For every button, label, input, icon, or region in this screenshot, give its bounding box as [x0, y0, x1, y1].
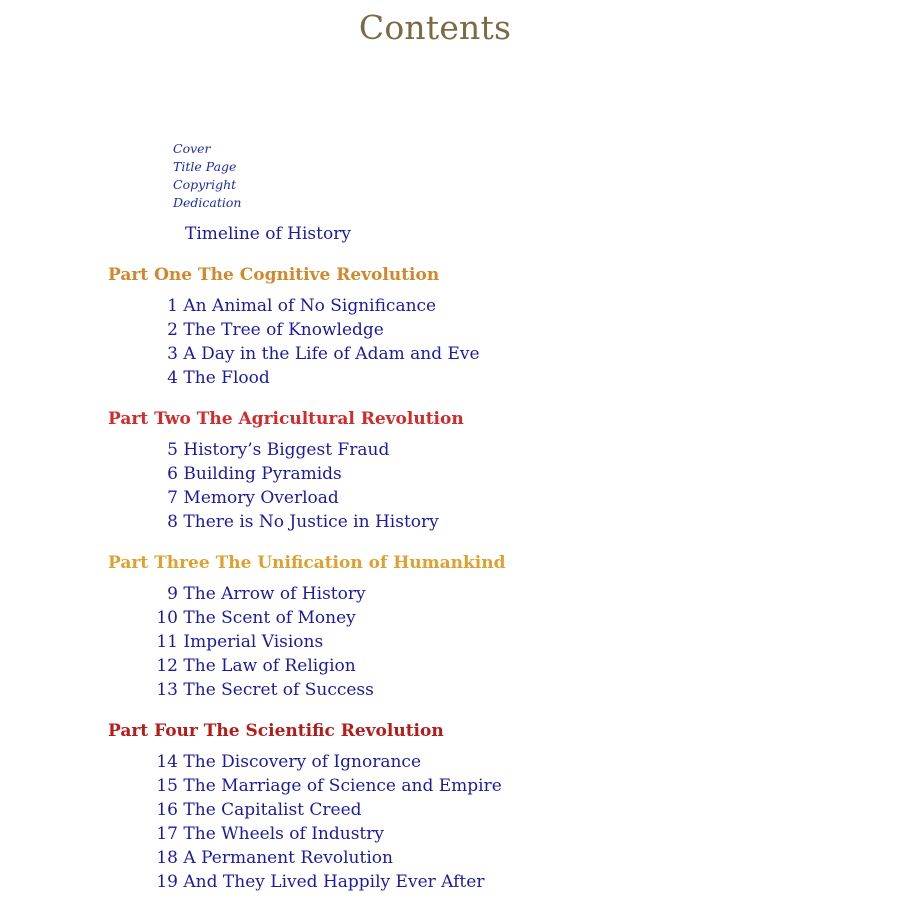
chapter-link[interactable] — [154, 366, 480, 390]
chapter-number: 5 — [167, 440, 178, 460]
chapter-number: 11 — [156, 632, 178, 652]
chapter-link[interactable] — [154, 342, 480, 366]
chapter-list-part-three — [154, 582, 374, 702]
chapter-list-part-one — [154, 294, 480, 390]
chapter-link[interactable] — [154, 678, 374, 702]
chapter-number: 17 — [156, 824, 178, 844]
chapter-number: 18 — [156, 848, 178, 868]
chapter-number: 6 — [167, 464, 178, 484]
chapter-link[interactable] — [154, 654, 374, 678]
chapter-title: And They Lived Happily Ever After — [183, 872, 485, 892]
chapter-title: The Wheels of Industry — [183, 824, 384, 844]
chapter-title: A Day in the Life of Adam and Eve — [183, 344, 480, 364]
chapter-link[interactable] — [154, 606, 374, 630]
front-matter-list — [173, 140, 241, 212]
chapter-title: Memory Overload — [183, 488, 339, 508]
chapter-title: The Discovery of Ignorance — [183, 752, 422, 772]
chapter-link[interactable] — [154, 870, 502, 894]
front-matter-link-copyright[interactable]: Copyright — [173, 177, 237, 192]
chapter-title: Imperial Visions — [183, 632, 324, 652]
chapter-title: The Capitalist Creed — [183, 800, 362, 820]
chapter-list-part-two — [154, 438, 439, 534]
chapter-number: 1 — [167, 296, 178, 316]
chapter-link[interactable] — [154, 462, 439, 486]
chapter-title: The Scent of Money — [183, 608, 356, 628]
chapter-title: The Marriage of Science and Empire — [183, 776, 502, 796]
chapter-number: 10 — [156, 608, 178, 628]
part-heading-three[interactable]: Part Three The Unification of Humankind — [108, 553, 506, 573]
chapter-number: 7 — [167, 488, 178, 508]
chapter-title: The Flood — [183, 368, 270, 388]
chapter-number: 13 — [156, 680, 178, 700]
chapter-link[interactable] — [154, 630, 374, 654]
chapter-title: The Secret of Success — [183, 680, 374, 700]
page-title: Contents — [358, 8, 512, 47]
chapter-link[interactable] — [154, 774, 502, 798]
chapter-list-part-four — [154, 750, 502, 894]
chapter-link[interactable] — [154, 294, 480, 318]
chapter-number: 16 — [156, 800, 178, 820]
chapter-number: 2 — [167, 320, 178, 340]
chapter-link[interactable] — [154, 846, 502, 870]
chapter-number: 15 — [156, 776, 178, 796]
chapter-link[interactable] — [154, 510, 439, 534]
chapter-link[interactable] — [154, 582, 374, 606]
chapter-link[interactable] — [154, 798, 502, 822]
chapter-title: History’s Biggest Fraud — [183, 440, 390, 460]
front-matter-link-title-page[interactable]: Title Page — [173, 159, 237, 174]
chapter-number: 12 — [156, 656, 178, 676]
part-heading-one[interactable]: Part One The Cognitive Revolution — [108, 265, 440, 285]
chapter-number: 19 — [156, 872, 178, 892]
chapter-title: The Tree of Knowledge — [183, 320, 384, 340]
chapter-link[interactable] — [154, 318, 480, 342]
chapter-link[interactable] — [154, 486, 439, 510]
part-heading-four[interactable]: Part Four The Scientific Revolution — [108, 721, 444, 741]
chapter-number: 8 — [167, 512, 178, 532]
chapter-title: Building Pyramids — [183, 464, 342, 484]
chapter-title: There is No Justice in History — [183, 512, 439, 532]
chapter-link[interactable] — [154, 438, 439, 462]
chapter-link[interactable] — [154, 750, 502, 774]
chapter-title: A Permanent Revolution — [183, 848, 393, 868]
chapter-title: An Animal of No Significance — [183, 296, 437, 316]
chapter-number: 9 — [167, 584, 178, 604]
chapter-number: 3 — [167, 344, 178, 364]
front-matter-link-cover[interactable]: Cover — [173, 141, 211, 156]
chapter-title: The Arrow of History — [183, 584, 366, 604]
chapter-link[interactable] — [154, 822, 502, 846]
timeline-link[interactable]: Timeline of History — [185, 224, 351, 244]
chapter-title: The Law of Religion — [183, 656, 356, 676]
chapter-number: 14 — [156, 752, 178, 772]
part-heading-two[interactable]: Part Two The Agricultural Revolution — [108, 409, 464, 429]
front-matter-link-dedication[interactable]: Dedication — [173, 195, 242, 210]
chapter-number: 4 — [167, 368, 178, 388]
